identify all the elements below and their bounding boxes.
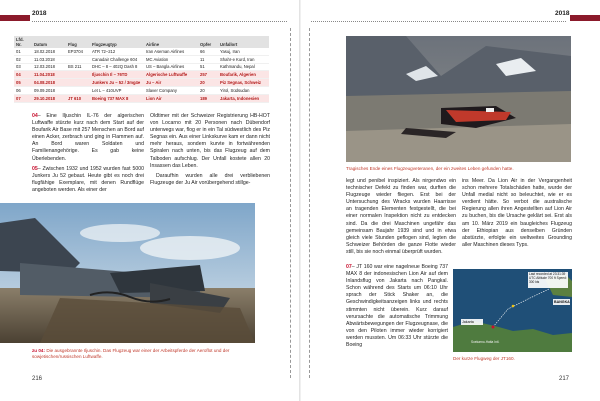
ju52-wreck-illustration xyxy=(346,36,571,162)
map-caption: Der kurze Flugweg der JT160. xyxy=(453,356,515,361)
table-cell: Algerische Luftwaffe xyxy=(144,71,198,79)
text-column-1 xyxy=(32,113,144,194)
table-cell: 05 xyxy=(14,79,32,87)
table-row xyxy=(14,48,269,55)
table-cell: Ju – Air xyxy=(144,79,198,87)
paragraph-text: – Zwischen 1932 und 1952 wurden fast 5000 Junkers Ju 52 gebaut. Heute gibt es noch drei flugfähige Exemplare, mit denen Rundflüge angeboten werden. Als einer der xyxy=(32,165,144,193)
caption-text: Die ausgebrannte Iljuschin. Das Flugzeug war einer der Arbeitspferde der Aeroflot und der sowjetischen/russischen Luftwaffe. xyxy=(32,348,230,359)
table-row-highlight xyxy=(14,79,269,87)
table-cell xyxy=(66,86,90,94)
table-cell: Kathmandu, Nepal xyxy=(218,63,269,71)
paragraph-ju-air-cont: legt und penibel inspiziert. Als nirgendwo ein technischer Defekt zu finden war, durften die Flugzeuge wieder fliegen. Erst bei der Untersuchung des Wracks wurden Haarrisse an tragenden Elementen festgestellt, die bei einer normalen Inspektion nicht zu entdecken sind. Da die drei Maschinen ungefähr das gemeinsam Baujahr 1939 sind und in etwa gleich viele Stunden geflogen sind, legten die Schweizer Behörden die ganze Flotte wieder still, bis sie noch einmal überprüft wurden. xyxy=(346,178,456,255)
table-cell: JT 610 xyxy=(66,94,90,102)
table-cell: ATR 72–212 xyxy=(90,48,144,55)
table-header-row xyxy=(14,36,269,48)
col-header: Flug xyxy=(66,36,90,48)
fold-marker xyxy=(309,28,310,378)
ju52-wreck-photo xyxy=(346,36,571,162)
il76-wreck-illustration xyxy=(0,203,255,343)
left-page xyxy=(0,0,299,401)
table-cell: 66 xyxy=(198,48,218,55)
table-cell: 09.09.2018 xyxy=(32,86,66,94)
col-header: Airline xyxy=(144,36,198,48)
table-cell: 20 xyxy=(198,79,218,87)
item-number: 05 xyxy=(32,165,38,172)
table-cell: 03 xyxy=(14,63,32,71)
page-number: 216 xyxy=(32,376,43,382)
table-row xyxy=(14,55,269,63)
table-cell: 51 xyxy=(198,63,218,71)
table-cell: Iljuschin Il – 76TD xyxy=(90,71,144,79)
table-cell: Canadair Challenge 604 xyxy=(90,55,144,63)
page-year: 2018 xyxy=(555,10,570,17)
col-header: Flugzeugtyp xyxy=(90,36,144,48)
table-cell: DHC – 8 – 402Q Dash 8 xyxy=(90,63,144,71)
map-label-jakarta: Jakarta xyxy=(462,320,474,324)
map-last-recorded: Last recorded at 23:31:39 UTC Altitude 700 ft Speed: 300 kts xyxy=(529,272,567,284)
paragraph-05 xyxy=(32,166,144,194)
paragraph-05-cont: Oldtimer mit der Schweizer Registrierung HB-HOT von Locarno mit 20 Personen nach Dübendorf unterwegs war, flog er in ein Tal südwestlich des Piz Segnas ein. Aus einer Linkskurve kam er dann nicht mehr heraus, sondern kurvte in fortwährenden Spiralen nach unten, bis das Flugzeug auf dem Talboden aufschlug. Der Unfall kostete allen 20 Insassen das Leben. xyxy=(150,113,270,169)
table-cell: 12.03.2018 xyxy=(32,63,66,71)
text-column-3 xyxy=(346,264,448,349)
table-cell: 11.04.2018 xyxy=(32,71,66,79)
il76-caption xyxy=(32,348,267,360)
table-row xyxy=(14,86,269,94)
table-cell: MC Aviation xyxy=(144,55,198,63)
col-header: Lfd. Nr. xyxy=(14,36,32,48)
table-cell xyxy=(66,79,90,87)
header-accent-bar xyxy=(570,15,600,21)
text-column-2 xyxy=(462,178,572,249)
item-number: 04 xyxy=(32,113,38,119)
table-cell xyxy=(66,71,90,79)
table-cell: Iran Aseman Airlines xyxy=(144,48,198,55)
paragraph-04 xyxy=(32,113,144,163)
paragraph-text: – JT 160 war eine nagelneue Boeing 737 MAX 8 der indonesischen Lion Air auf dem Inlandsflug von Jakarta nach Pangkal. Schon während des Starts um 06:10 Uhr sprach der Stick Shaker an, die Geschwindigkeitsanzeigen links und rechts stimmten nicht überein. Kurz darauf verursachte die automatische Trimmung Abwärtsbewegungen der Flugzeugnase, die von den Piloten immer wieder korrigiert werden mussten. Um 06:33 Uhr stürzte die Boeing xyxy=(346,264,448,349)
table-cell: 11 xyxy=(198,55,218,63)
page-number: 217 xyxy=(559,376,570,382)
table-cell: 189 xyxy=(198,94,218,102)
table-row-highlight xyxy=(14,94,269,102)
col-header: Opfer xyxy=(198,36,218,48)
table-cell: Yirol, Südsudan xyxy=(218,86,269,94)
paragraph-07 xyxy=(346,264,448,349)
table-cell: Junkers Ju – 52 / 3mg4e xyxy=(90,79,144,87)
text-column-2 xyxy=(150,113,270,187)
ju52-caption: Tragisches Ende eines Flugzeugveteranen, der ein zweites Leben gefunden hatte. xyxy=(346,166,514,171)
table-cell: Shahr-e Kurd, Iran xyxy=(218,55,269,63)
table-cell: 18.02.2018 xyxy=(32,48,66,55)
table-cell: 11.03.2018 xyxy=(32,55,66,63)
table-cell: Boufarik, Algerien xyxy=(218,71,269,79)
table-cell: 29.10.2018 xyxy=(32,94,66,102)
table-cell: US – Bangla Airlines xyxy=(144,63,198,71)
table-cell: 01 xyxy=(14,48,32,55)
accident-table xyxy=(14,36,269,103)
table-cell: 04 xyxy=(14,71,32,79)
table-cell: EP3704 xyxy=(66,48,90,55)
table-cell: Piz Segnas, Schweiz xyxy=(218,79,269,87)
table-cell: 04.08.2018 xyxy=(32,79,66,87)
col-header: Datum xyxy=(32,36,66,48)
right-page xyxy=(301,0,600,401)
table-cell: Slaver Company xyxy=(144,86,198,94)
table-cell: BS 211 xyxy=(66,63,90,71)
table-cell: Let L – 410UVP xyxy=(90,86,144,94)
map-label-bangka: BANGKA xyxy=(554,300,570,304)
text-column-1 xyxy=(346,178,456,256)
paragraph-text: – Eine Iljuschin IL-76 der algerischen Luftwaffe stürzte kurz nach dem Start auf der Boufarik Air Base mit 257 Menschen an Bord auf einen Acker, zerbrach und ging in Flammen auf. An Bord waren Soldaten und Familienangehörige. Es gab keine Überlebenden. xyxy=(32,113,144,162)
table-cell xyxy=(66,55,90,63)
map-label-origin: Soekarno-Hatta Intl. xyxy=(471,340,500,344)
header-rule xyxy=(311,21,566,22)
col-header: Unfallort xyxy=(218,36,269,48)
header-accent-bar xyxy=(0,15,30,21)
table-row xyxy=(14,63,269,71)
paragraph-ju-air: Daraufhin wurden alle drei verbliebenen Flugzeuge der Ju Air vorübergehend stillge- xyxy=(150,172,270,186)
header-rule xyxy=(32,21,287,22)
paragraph-lion-air-cont: ins Meer. Da Lion Air in der Vergangenheit schon mehrere Totalschäden hatte, wurde der Unfall medial nicht so beleuchtet, wie er es verdient hätte. So verbot die australische Regierung allen ihren Angestellten auf Lion Air zu buchen, bis die Ursache geklärt sei. Erst als am 10. März 2019 ein baugleiches Flugzeug der Ethiopian aus denselben Gründen abstürzte, erfolgte ein weltweites Grounding aller Maschinen dieses Typs. xyxy=(462,178,572,248)
jt610-flight-map xyxy=(453,269,572,352)
table-cell: Boeing 737 MAX 8 xyxy=(90,94,144,102)
table-cell: Lion Air xyxy=(144,94,198,102)
item-number: 07 xyxy=(346,264,352,270)
table-row-highlight xyxy=(14,71,269,79)
page-year: 2018 xyxy=(32,10,47,17)
table-cell: 257 xyxy=(198,71,218,79)
fold-marker xyxy=(290,28,291,378)
table-cell: 06 xyxy=(14,86,32,94)
il76-wreck-photo xyxy=(0,203,255,343)
table-cell: Jakarta, Indonesien xyxy=(218,94,269,102)
table-cell: 20 xyxy=(198,86,218,94)
table-cell: 07 xyxy=(14,94,32,102)
table-cell: 02 xyxy=(14,55,32,63)
table-cell: Yasuj, Iran xyxy=(218,48,269,55)
caption-number: zu 04: xyxy=(32,348,46,353)
